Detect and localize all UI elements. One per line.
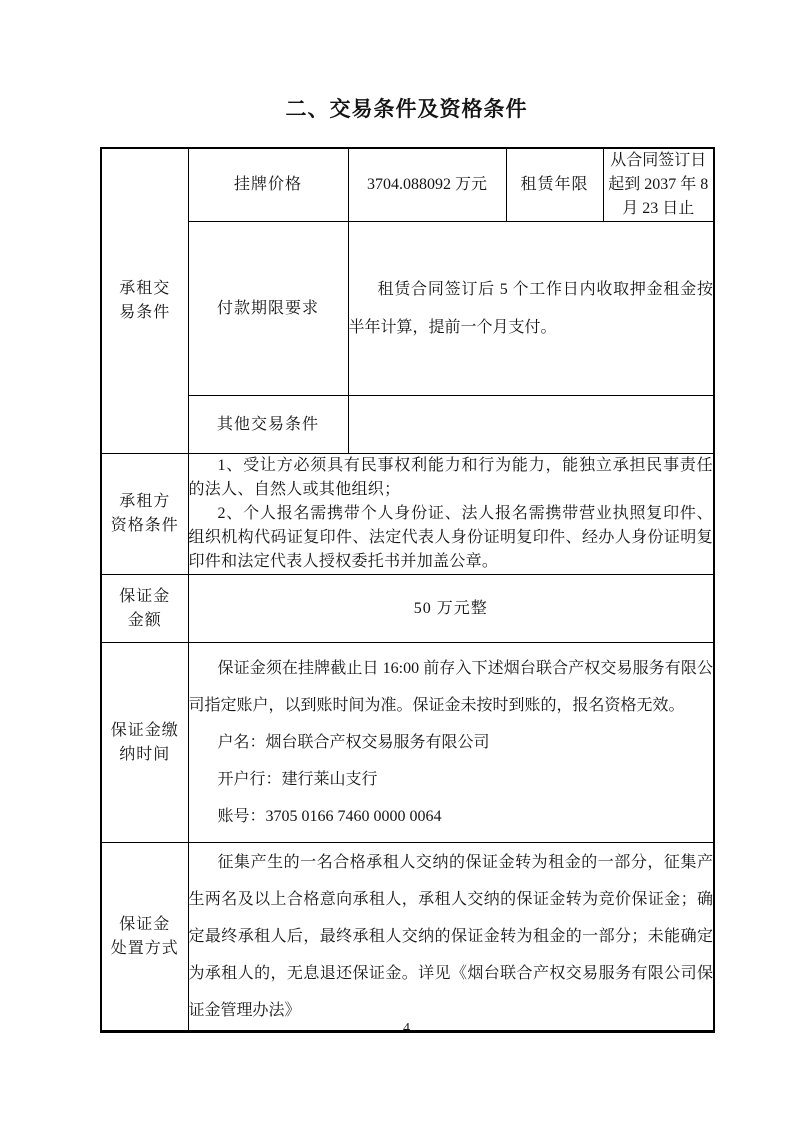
deposit-disposal-paragraph: 征集产生的一名合格承租人交纳的保证金转为租金的一部分，征集产生两名及以上合格意向承租人，承租人交纳的保证金转为竞价保证金；确定最终承租人后，最终承租人交纳的保证金转为租金的一部分；未能确定为承租人的，无息退还保证金。详见《烟台联合产权交易服务有限公司保证金管理办法》 [188,854,713,1019]
page-title: 二、交易条件及资格条件 [285,97,528,121]
row-deposit-payment [101,643,714,843]
row-header-deposit-amount [101,575,188,643]
deposit-account-number: 账号：3705 0166 7460 0000 0064 [217,808,442,825]
qualification-content [188,454,714,575]
row-deposit-disposal [101,843,714,1032]
lease-term-value-line: 起到 2037 年 8 [608,176,709,193]
deposit-payment-content [188,643,714,843]
row-header-qualification [101,454,188,575]
row-header-deposit-disposal [101,843,188,1032]
row-header-line: 资格条件 [110,517,179,534]
other-conditions-content [348,396,714,454]
row-header-line: 保证金 [119,915,171,933]
listing-price-value: 3704.088092 万元 [348,148,506,222]
row-header-line: 承租方 [119,493,171,510]
row-header-line: 承租交 [119,280,171,297]
lease-term-value-line: 月 23 日止 [622,200,695,217]
page-number: 4 [403,1021,410,1036]
listing-price-label: 挂牌价格 [188,148,348,222]
payment-terms-label: 付款期限要求 [188,222,348,396]
deposit-disposal-content [188,843,714,1032]
row-payment-terms [101,222,714,396]
deposit-bank: 开户行：建行莱山支行 [217,771,378,788]
conditions-table [100,147,715,1033]
qualification-item: 2、个人报名需携带个人身份证、法人报名需携带营业执照复印件、组织机构代码证复印件、法定代表人身份证明复印件、经办人身份证明复印件和法定代表人授权委托书并加盖公章。 [188,505,713,570]
lease-term-value-line: 从合同签订日 [610,152,707,169]
row-header-rent-conditions [101,148,188,454]
deposit-payment-intro: 保证金须在挂牌截止日 16:00 前存入下述烟台联合产权交易服务有限公司指定账户，以到账时间为准。保证金未按时到账的，报名资格无效。 [188,660,713,714]
row-header-line: 金额 [127,611,162,629]
payment-terms-paragraph: 租赁合同签订后 5 个工作日内收取押金租金按半年计算，提前一个月支付。 [348,280,713,336]
row-header-line: 处置方式 [110,939,179,957]
row-deposit-amount [101,575,714,643]
row-header-line: 易条件 [119,304,171,321]
deposit-amount-value: 50 万元整 [188,575,714,643]
deposit-account-name: 户名：烟台联合产权交易服务有限公司 [217,734,490,751]
row-header-deposit-payment [101,643,188,843]
row-other-conditions [101,396,714,454]
row-listing-price [101,148,714,222]
payment-terms-content [348,222,714,396]
row-qualification [101,454,714,575]
qualification-item: 1、受让方必须具有民事权利能力和行为能力，能独立承担民事责任的法人、自然人或其他组织； [188,457,713,498]
row-header-line: 纳时间 [119,745,171,763]
row-header-line: 保证金缴 [110,721,179,739]
other-conditions-label: 其他交易条件 [188,396,348,454]
lease-term-value [603,148,714,222]
row-header-line: 保证金 [119,587,171,605]
lease-term-label: 租赁年限 [506,148,603,222]
